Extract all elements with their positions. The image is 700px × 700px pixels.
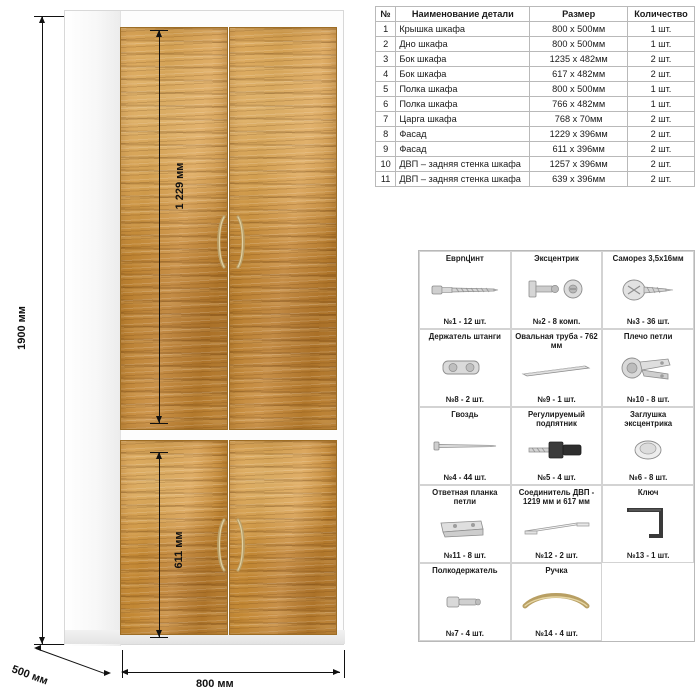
hardware-cell-hinge-arm bbox=[602, 329, 694, 407]
hardware-grid bbox=[418, 250, 695, 642]
part-name: Царга шкафа bbox=[396, 112, 530, 127]
hardware-caption: Соединитель ДВП - 1219 мм и 617 мм bbox=[518, 488, 595, 506]
part-size: 611 x 396мм bbox=[530, 142, 628, 157]
part-num: 6 bbox=[376, 97, 396, 112]
hardware-caption: Регулируемый подпятник bbox=[528, 410, 585, 428]
total-height-label: 1900 мм bbox=[16, 306, 28, 350]
hardware-caption: Ключ bbox=[637, 488, 659, 497]
hardware-cell-cam-cover-cap bbox=[602, 407, 694, 485]
euro-screw-icon bbox=[422, 264, 508, 316]
hardware-article: №4 - 44 шт. bbox=[443, 473, 487, 482]
part-num: 8 bbox=[376, 127, 396, 142]
depth-dim-line bbox=[36, 648, 106, 674]
hardware-cell-hdf-connector bbox=[511, 485, 603, 563]
oval-tube-icon bbox=[514, 350, 600, 394]
hardware-cell-cam-lock bbox=[511, 251, 603, 329]
width-dim-arrow-right bbox=[333, 669, 340, 675]
part-name: Фасад bbox=[396, 127, 530, 142]
hardware-cell-oval-tube bbox=[511, 329, 603, 407]
hdf-connector-icon bbox=[514, 506, 600, 550]
part-size: 1235 x 482мм bbox=[530, 52, 628, 67]
hardware-caption: Еврովинт bbox=[445, 254, 484, 263]
nail-icon bbox=[422, 420, 508, 472]
upper-door-height-label: 1 229 мм bbox=[174, 162, 186, 210]
parts-table-header-row bbox=[376, 7, 695, 22]
lower-door-dim-tick-bottom bbox=[150, 637, 168, 638]
parts-header-name: Наименование детали bbox=[396, 7, 530, 22]
part-num: 3 bbox=[376, 52, 396, 67]
hardware-caption: Саморез 3,5х16мм bbox=[612, 254, 684, 263]
table-row bbox=[376, 157, 695, 172]
hinge-arm-icon bbox=[605, 342, 691, 394]
parts-header-qty: Количество bbox=[627, 7, 694, 22]
table-row bbox=[376, 52, 695, 67]
part-size: 1229 x 396мм bbox=[530, 127, 628, 142]
hardware-caption: Овальная труба - 762 мм bbox=[515, 332, 598, 350]
total-width-label: 800 мм bbox=[196, 678, 234, 690]
part-qty: 2 шт. bbox=[627, 52, 694, 67]
parts-table bbox=[375, 6, 695, 187]
cam-cover-cap-icon bbox=[605, 428, 691, 472]
upper-door-dim-arrow-bottom bbox=[156, 416, 162, 423]
allen-key-icon bbox=[605, 498, 691, 550]
cam-lock-icon bbox=[514, 264, 600, 316]
parts-table-container bbox=[375, 6, 695, 187]
lower-door-dim-tick-top bbox=[150, 452, 168, 453]
part-num: 9 bbox=[376, 142, 396, 157]
part-name: Дно шкафа bbox=[396, 37, 530, 52]
shelf-support-icon bbox=[422, 576, 508, 628]
lower-door-dim-arrow-top bbox=[156, 452, 162, 459]
table-row bbox=[376, 142, 695, 157]
parts-header-num: № bbox=[376, 7, 396, 22]
upper-door-dim-arrow-top bbox=[156, 30, 162, 37]
carcass-left-side bbox=[65, 11, 121, 646]
part-qty: 2 шт. bbox=[627, 67, 694, 82]
hardware-caption: Заглушка эксцентрика bbox=[624, 410, 673, 428]
hardware-article: №10 - 8 шт. bbox=[626, 395, 670, 404]
hardware-caption: Держатель штанги bbox=[428, 332, 501, 341]
part-num: 1 bbox=[376, 22, 396, 37]
hardware-article: №9 - 1 шт. bbox=[537, 395, 576, 404]
upper-door-dim-tick-top bbox=[150, 30, 168, 31]
table-row bbox=[376, 67, 695, 82]
part-qty: 2 шт. bbox=[627, 157, 694, 172]
lower-door-dim-arrow-bottom bbox=[156, 630, 162, 637]
hardware-article: №14 - 4 шт. bbox=[535, 629, 578, 638]
hardware-cell-empty bbox=[602, 563, 694, 641]
hardware-caption: Полкодержатель bbox=[432, 566, 498, 575]
hardware-article: №3 - 36 шт. bbox=[626, 317, 670, 326]
part-size: 766 x 482мм bbox=[530, 97, 628, 112]
part-size: 1257 x 396мм bbox=[530, 157, 628, 172]
door-handle-icon[interactable] bbox=[236, 518, 245, 570]
width-dim-tick-right bbox=[344, 650, 345, 678]
part-num: 2 bbox=[376, 37, 396, 52]
part-qty: 1 шт. bbox=[627, 82, 694, 97]
part-name: ДВП – задняя стенка шкафа bbox=[396, 157, 530, 172]
table-row bbox=[376, 127, 695, 142]
part-size: 800 x 500мм bbox=[530, 22, 628, 37]
width-dim-line bbox=[125, 672, 340, 673]
handle-icon bbox=[514, 576, 600, 628]
height-dim-arrow-bottom bbox=[39, 637, 45, 644]
hardware-cell-hinge-plate bbox=[419, 485, 511, 563]
part-size: 617 x 482мм bbox=[530, 67, 628, 82]
part-name: Бок шкафа bbox=[396, 52, 530, 67]
hardware-caption: Ручка bbox=[545, 566, 568, 575]
part-qty: 1 шт. bbox=[627, 22, 694, 37]
part-num: 7 bbox=[376, 112, 396, 127]
depth-label: 500 мм bbox=[9, 663, 50, 688]
upper-door-dim-tick-bottom bbox=[150, 423, 168, 424]
hardware-cell-allen-key bbox=[602, 485, 694, 563]
part-qty: 2 шт. bbox=[627, 172, 694, 187]
hardware-cell-nail bbox=[419, 407, 511, 485]
hardware-article: №11 - 8 шт. bbox=[443, 551, 486, 560]
part-size: 639 x 396мм bbox=[530, 172, 628, 187]
part-qty: 2 шт. bbox=[627, 142, 694, 157]
part-name: Фасад bbox=[396, 142, 530, 157]
lower-door-dim-line bbox=[159, 452, 160, 637]
part-num: 10 bbox=[376, 157, 396, 172]
rod-holder-icon bbox=[422, 342, 508, 394]
part-size: 800 x 500мм bbox=[530, 37, 628, 52]
depth-dim-arrow-end bbox=[104, 670, 111, 676]
hardware-article: №8 - 2 шт. bbox=[445, 395, 484, 404]
part-name: ДВП – задняя стенка шкафа bbox=[396, 172, 530, 187]
part-qty: 1 шт. bbox=[627, 97, 694, 112]
height-dim-arrow-top bbox=[39, 16, 45, 23]
self-tapping-screw-icon bbox=[605, 264, 691, 316]
hardware-cell-adjustable-foot bbox=[511, 407, 603, 485]
part-name: Полка шкафа bbox=[396, 97, 530, 112]
hardware-article: №2 - 8 комп. bbox=[532, 317, 581, 326]
hardware-article: №1 - 12 шт. bbox=[443, 317, 487, 326]
hardware-article: №12 - 2 шт. bbox=[535, 551, 578, 560]
hardware-cell-handle bbox=[511, 563, 603, 641]
wardrobe-body bbox=[64, 10, 344, 645]
door-handle-icon[interactable] bbox=[216, 215, 225, 267]
hardware-caption: Эксцентрик bbox=[534, 254, 579, 263]
table-row bbox=[376, 112, 695, 127]
depth-dim-arrow-start bbox=[34, 645, 41, 651]
table-row bbox=[376, 37, 695, 52]
part-qty: 2 шт. bbox=[627, 127, 694, 142]
hinge-mounting-plate-icon bbox=[422, 506, 508, 550]
table-row bbox=[376, 82, 695, 97]
hardware-article: №7 - 4 шт. bbox=[445, 629, 484, 638]
part-num: 5 bbox=[376, 82, 396, 97]
hardware-caption: Ответная планка петли bbox=[432, 488, 498, 506]
part-size: 768 x 70мм bbox=[530, 112, 628, 127]
part-name: Бок шкафа bbox=[396, 67, 530, 82]
part-num: 4 bbox=[376, 67, 396, 82]
table-row bbox=[376, 97, 695, 112]
table-row bbox=[376, 172, 695, 187]
door-handle-icon[interactable] bbox=[216, 518, 225, 570]
hardware-article: №5 - 4 шт. bbox=[537, 473, 576, 482]
hardware-caption: Плечо петли bbox=[623, 332, 673, 341]
hardware-cell-rod-holder bbox=[419, 329, 511, 407]
adjustable-foot-icon bbox=[514, 428, 600, 472]
hardware-cell-euro-screw bbox=[419, 251, 511, 329]
part-num: 11 bbox=[376, 172, 396, 187]
lower-door-height-label: 611 мм bbox=[173, 531, 185, 569]
table-row bbox=[376, 22, 695, 37]
part-qty: 2 шт. bbox=[627, 112, 694, 127]
height-dim-line bbox=[42, 16, 43, 644]
hardware-cell-shelf-support bbox=[419, 563, 511, 641]
upper-door-dim-line bbox=[159, 30, 160, 423]
hardware-caption: Гвоздь bbox=[451, 410, 479, 419]
hardware-article: №13 - 1 шт. bbox=[626, 551, 670, 560]
door-handle-icon[interactable] bbox=[236, 215, 245, 267]
width-dim-tick-left bbox=[122, 650, 123, 678]
parts-header-size: Размер bbox=[530, 7, 628, 22]
hardware-cell-self-tapping-screw bbox=[602, 251, 694, 329]
part-qty: 1 шт. bbox=[627, 37, 694, 52]
hardware-article: №6 - 8 шт. bbox=[629, 473, 668, 482]
part-name: Полка шкафа bbox=[396, 82, 530, 97]
part-name: Крышка шкафа bbox=[396, 22, 530, 37]
part-size: 800 x 500мм bbox=[530, 82, 628, 97]
